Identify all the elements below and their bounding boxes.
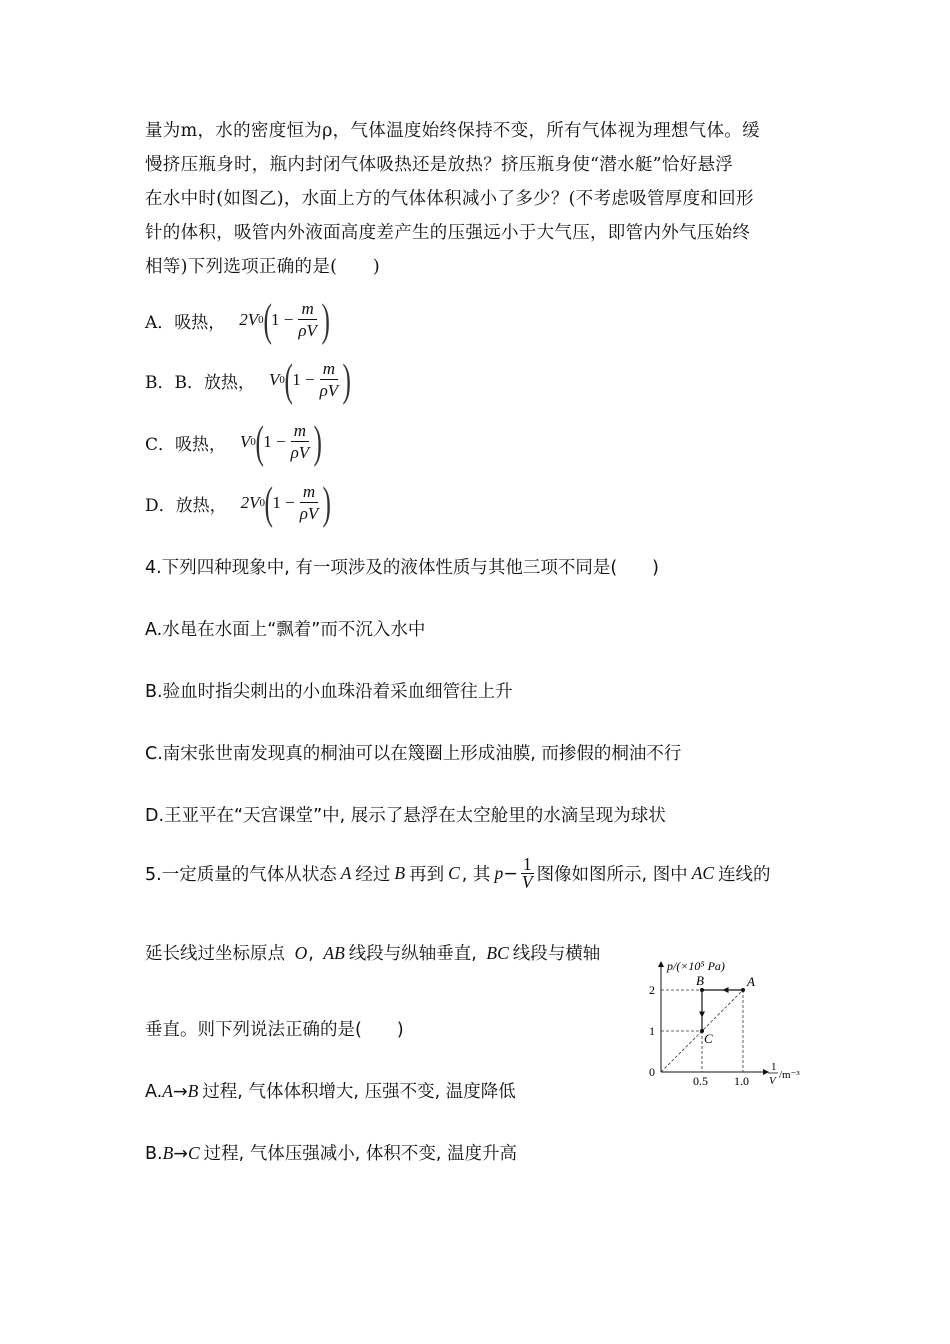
fraction: $\frac{m}{\rho V}$ — [290, 420, 310, 462]
stem-line: 慢挤压瓶身时，瓶内封闭气体吸热还是放热？挤压瓶身使“潜水艇”恰好悬浮 — [145, 155, 734, 175]
origin-label: 0 — [649, 1065, 655, 1079]
question-5-stem: 5.一定质量的气体从状态 A 经过 B 再到 C , 其 p − $\frac{1}{V}$ 图像如图所示, 图中 AC 连线的 — [145, 854, 771, 892]
point-label-a: A — [747, 974, 755, 989]
option-label: B．B．放热， — [145, 372, 255, 393]
option-formula: 2V 0 ( 1 − $\frac{m}{\rho V}$ ) — [240, 477, 332, 528]
option-label: A．吸热， — [145, 312, 226, 333]
option-label: C．吸热， — [145, 434, 227, 455]
y-tick-label: 1 — [649, 1024, 655, 1038]
question-3-stem — [145, 114, 810, 284]
option-b — [145, 352, 350, 408]
q4-option-c: C.南宋张世南发现真的桐油可以在篾圈上形成油膜, 而掺假的桐油不行 — [145, 744, 682, 764]
fraction: $\frac{m}{\rho V}$ — [319, 358, 339, 400]
option-formula: V 0 ( 1 − $\frac{m}{\rho V}$ ) — [240, 416, 323, 467]
question-5-stem-line3: 垂直。则下列说法正确的是( ) — [145, 1020, 404, 1040]
data-point-b — [700, 988, 704, 992]
option-a — [145, 292, 329, 348]
option-label: D．放热， — [145, 495, 227, 516]
question-4-stem: 4.下列四种现象中, 有一项涉及的液体性质与其他三项不同是( ) — [145, 558, 659, 578]
fraction: $\frac{m}{\rho V}$ — [299, 481, 319, 523]
option-formula: V 0 ( 1 − $\frac{m}{\rho V}$ ) — [269, 354, 351, 405]
point-label-c: C — [704, 1031, 713, 1046]
x-axis-label-unit: /m⁻³ — [779, 1069, 800, 1081]
question-5-stem-line2: 延长线过坐标原点 O, AB 线段与纵轴垂直, BC 线段与横轴 — [145, 943, 601, 964]
x-axis-label-num: 1 — [771, 1061, 777, 1073]
option-formula: 2V 0 ( 1 − $\frac{m}{\rho V}$ ) — [239, 294, 330, 345]
q5-option-b: B.B→C 过程, 气体压强减小, 体积不变, 温度升高 — [145, 1143, 518, 1164]
y-axis-label: p/(×10⁵ Pa) — [667, 959, 725, 973]
y-tick-label: 2 — [649, 983, 655, 997]
stem-line: 量为m，水的密度恒为ρ，气体温度始终保持不变，所有气体视为理想气体。缓 — [145, 121, 760, 141]
p-inverse-v-chart — [640, 952, 820, 1092]
option-d — [145, 475, 331, 531]
direction-arrow-ab — [723, 987, 729, 993]
stem-line: 相等)下列选项正确的是( ) — [145, 257, 380, 277]
option-c — [145, 414, 321, 470]
stem-line: 在水中时(如图乙)，水面上方的气体体积减小了多少？(不考虑吸管厚度和回形 — [145, 189, 754, 209]
x-tick-label: 0.5 — [693, 1074, 708, 1088]
x-axis-label-den: V — [769, 1075, 776, 1087]
q5-option-a: A.A→B 过程, 气体体积增大, 压强不变, 温度降低 — [145, 1081, 516, 1102]
point-label-b: B — [696, 973, 704, 988]
q4-option-d: D.王亚平在“天宫课堂”中, 展示了悬浮在太空舱里的水滴呈现为球状 — [145, 806, 666, 826]
fraction: $\frac{m}{\rho V}$ — [298, 298, 317, 340]
q4-option-a: A.水黾在水面上“飘着”而不沉入水中 — [145, 620, 426, 640]
inline-fraction: $\frac{1}{V}$ — [521, 854, 533, 892]
data-point-a — [741, 988, 745, 992]
q4-option-b: B.验血时指尖刺出的小血珠沿着采血细管往上升 — [145, 682, 513, 702]
stem-line: 针的体积，吸管内外液面高度差产生的压强远小于大气压，即管内外气压始终 — [145, 223, 751, 243]
direction-arrow-bc — [699, 1012, 705, 1018]
x-tick-label: 1.0 — [734, 1074, 749, 1088]
